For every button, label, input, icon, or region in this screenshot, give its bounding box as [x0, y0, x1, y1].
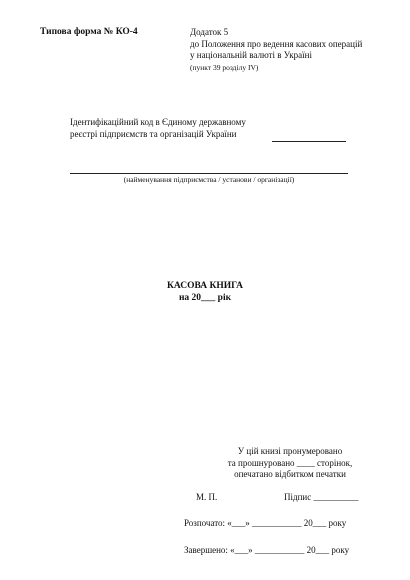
document-title: [0, 280, 410, 304]
addendum-line: у національній валюті в Україні: [190, 50, 312, 60]
form-name: Типова форма № КО-4: [40, 27, 138, 37]
identification-code-label: [70, 117, 246, 140]
identification-code-field[interactable]: [272, 140, 346, 142]
certification-block: [205, 446, 375, 481]
addendum-line: Додаток 5: [190, 27, 229, 37]
addendum-block: [190, 27, 362, 73]
stamp-place-label: М. П.: [196, 492, 218, 502]
identification-line: Ідентифікаційний код в Єдиному державному: [70, 117, 246, 127]
addendum-line: до Положення про ведення касових операцій: [190, 38, 363, 49]
certification-line: опечатано відбитком печатки: [234, 469, 346, 479]
certification-line: У цій книзі пронумеровано: [237, 446, 343, 456]
organization-name-caption: (найменування підприємства / установи / організації): [123, 175, 295, 184]
title-main: КАСОВА КНИГА: [166, 281, 244, 291]
identification-line: реєстрі підприємств та організацій України: [70, 128, 237, 139]
addendum-note: (пункт 39 розділу IV): [190, 62, 259, 72]
organization-name-field[interactable]: [70, 172, 348, 174]
signature-field: Підпис __________: [284, 492, 359, 502]
certification-line: та прошнуровано ____ сторінок,: [227, 457, 353, 468]
title-year: на 20___ рік: [178, 293, 232, 303]
start-date-line: Розпочато: «___» ___________ 20___ року: [184, 518, 347, 528]
end-date-line: Завершено: «___» ___________ 20___ року: [184, 545, 350, 555]
